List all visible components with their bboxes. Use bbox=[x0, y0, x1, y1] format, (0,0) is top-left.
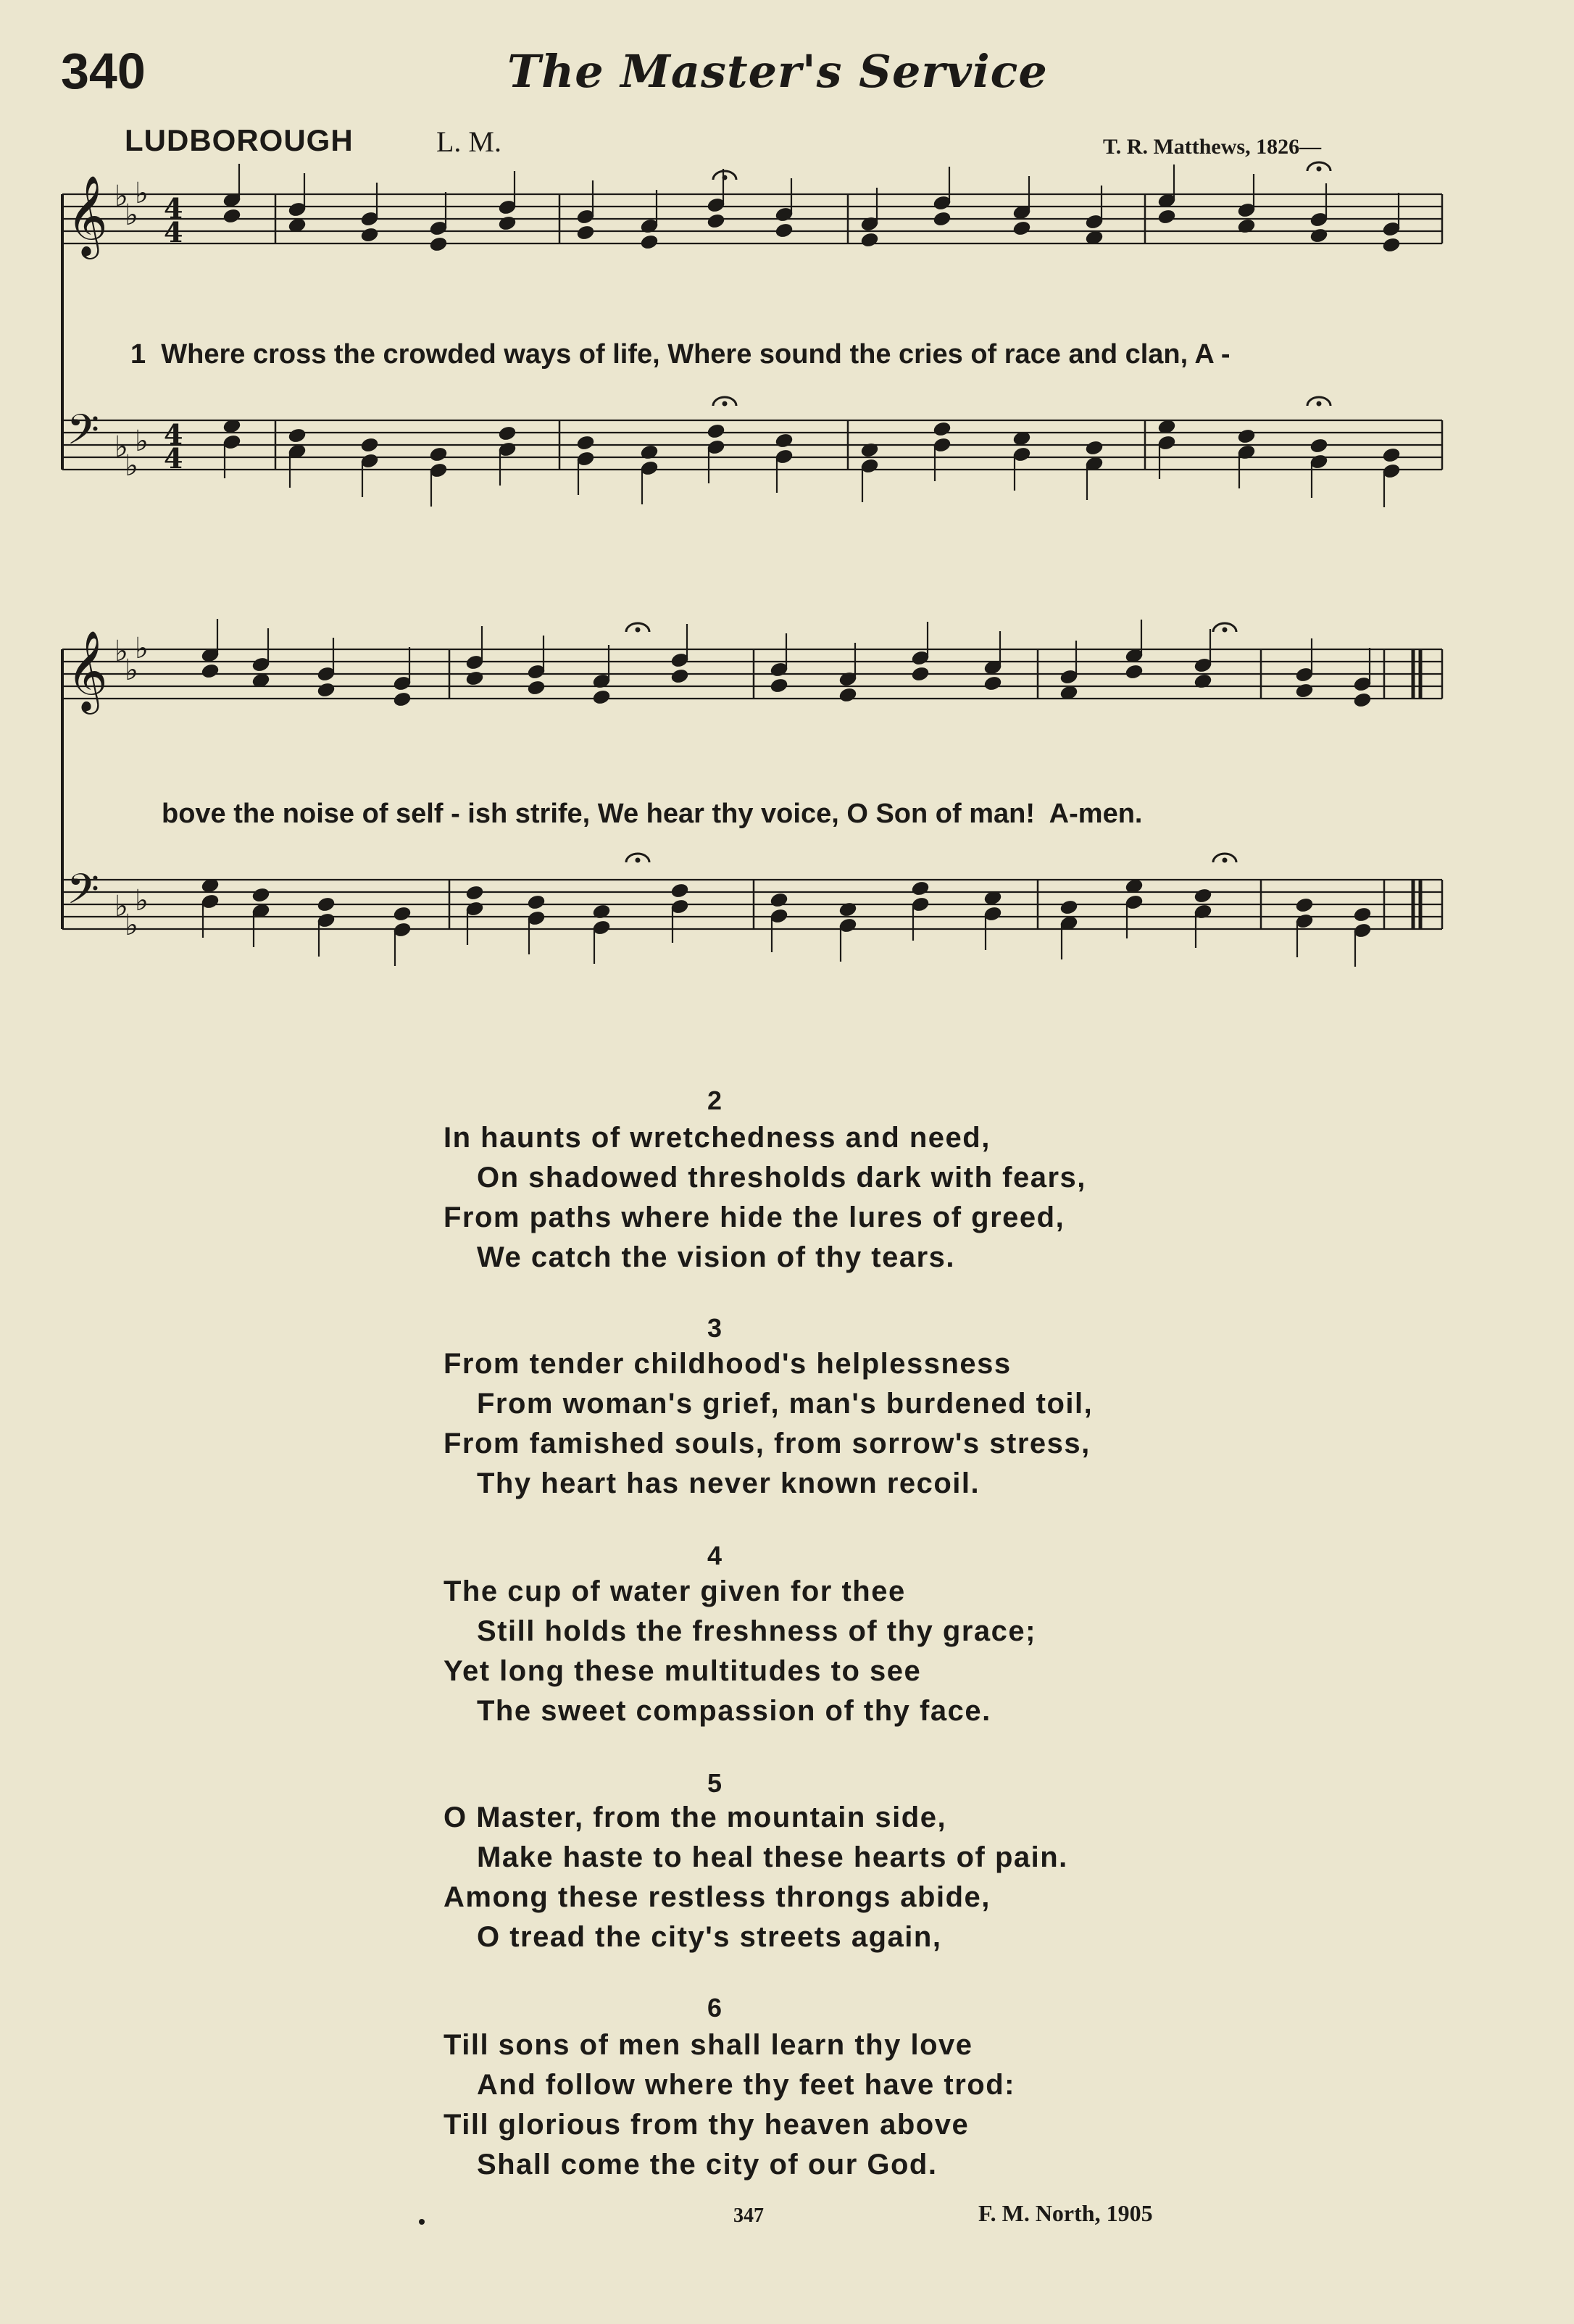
print-speck bbox=[419, 2219, 425, 2225]
fermata-dot bbox=[1317, 401, 1321, 406]
stanza-line: Thy heart has never known recoil. bbox=[477, 1467, 980, 1499]
stanza-line: On shadowed thresholds dark with fears, bbox=[477, 1162, 1086, 1194]
note-head bbox=[429, 446, 448, 463]
stanza-number: 5 bbox=[707, 1768, 723, 1798]
note-head bbox=[393, 691, 412, 708]
tune-name: LUDBOROUGH bbox=[125, 123, 354, 157]
note-head bbox=[838, 687, 857, 704]
note-head bbox=[251, 887, 270, 904]
bass-clef-icon: 𝄢 bbox=[67, 865, 100, 924]
note-head bbox=[707, 213, 725, 230]
note-head bbox=[640, 234, 659, 251]
note-head bbox=[933, 211, 952, 228]
note-head bbox=[911, 880, 930, 897]
lyric-line-2: bove the noise of self - ish strife, We hear thy voice, O Son of man! A-men. bbox=[162, 799, 1143, 829]
fermata-dot bbox=[723, 175, 727, 180]
treble-clef-icon: 𝄞 bbox=[67, 630, 108, 711]
note-head bbox=[576, 225, 595, 241]
staff-systems bbox=[62, 162, 1442, 967]
flat-icon: ♭ bbox=[125, 449, 138, 483]
flat-icon: ♭ bbox=[125, 909, 138, 942]
flat-icon: ♭ bbox=[114, 430, 128, 464]
stanza-line: From paths where hide the lures of greed, bbox=[444, 1201, 1065, 1233]
time-signature-top: 4 bbox=[164, 192, 183, 225]
note-head bbox=[707, 423, 725, 440]
note-head bbox=[670, 668, 689, 685]
stanza-number: 6 bbox=[707, 1993, 723, 2023]
bass-clef-icon: 𝄢 bbox=[67, 405, 100, 465]
note-head bbox=[498, 215, 517, 232]
note-head bbox=[201, 663, 220, 680]
stanza-line: In haunts of wretchedness and need, bbox=[444, 1122, 991, 1154]
music-score bbox=[0, 0, 1574, 1051]
flat-icon: ♭ bbox=[114, 180, 128, 213]
note-head bbox=[775, 433, 794, 449]
flat-icon: ♭ bbox=[125, 654, 138, 687]
note-head bbox=[222, 208, 241, 225]
stanza-line: Among these restless throngs abide, bbox=[444, 1881, 991, 1913]
note-head bbox=[770, 678, 788, 694]
stanza-line: Till sons of men shall learn thy love bbox=[444, 2029, 973, 2061]
note-head bbox=[670, 883, 689, 899]
note-head bbox=[933, 421, 952, 438]
stanza-line: And follow where thy feet have trod: bbox=[477, 2069, 1015, 2101]
stanza-line: From tender childhood's helplessness bbox=[444, 1348, 1012, 1380]
note-head bbox=[770, 892, 788, 909]
note-head bbox=[1382, 237, 1401, 254]
flat-icon: ♭ bbox=[135, 884, 149, 917]
note-head bbox=[465, 885, 484, 901]
time-signature-bottom: 4 bbox=[164, 442, 183, 475]
note-head bbox=[288, 428, 307, 444]
note-head bbox=[1353, 692, 1372, 709]
note-head bbox=[317, 896, 336, 913]
note-head bbox=[317, 682, 336, 699]
note-head bbox=[360, 437, 379, 454]
note-head bbox=[592, 689, 611, 706]
note-head bbox=[1085, 440, 1104, 457]
stanza-number: 2 bbox=[707, 1086, 723, 1115]
note-head bbox=[498, 425, 517, 442]
composer-credit: T. R. Matthews, 1826— bbox=[1103, 135, 1322, 159]
note-head bbox=[1309, 438, 1328, 454]
note-head bbox=[1012, 220, 1031, 237]
stanza-line: Shall come the city of our God. bbox=[477, 2149, 938, 2181]
note-head bbox=[911, 666, 930, 683]
fermata-dot bbox=[636, 858, 640, 862]
fermata-dot bbox=[1317, 167, 1321, 171]
running-head: The Master's Service bbox=[507, 45, 1048, 98]
note-head bbox=[1309, 228, 1328, 244]
note-head bbox=[429, 236, 448, 253]
note-head bbox=[1157, 209, 1176, 225]
note-head bbox=[1382, 447, 1401, 464]
note-head bbox=[1059, 899, 1078, 916]
stanza-number: 4 bbox=[707, 1541, 723, 1570]
note-head bbox=[1353, 907, 1372, 923]
stanza-number: 3 bbox=[707, 1313, 723, 1343]
stanza-line: Make haste to heal these hearts of pain. bbox=[477, 1841, 1068, 1873]
author-credit: F. M. North, 1905 bbox=[978, 2200, 1153, 2226]
flat-icon: ♭ bbox=[114, 890, 128, 923]
note-head bbox=[527, 680, 546, 696]
flat-icon: ♭ bbox=[125, 199, 138, 232]
note-head bbox=[1295, 897, 1314, 914]
stanza-line: Still holds the freshness of thy grace; bbox=[477, 1615, 1036, 1647]
fermata-dot bbox=[1223, 628, 1227, 632]
treble-clef-icon: 𝄞 bbox=[67, 175, 108, 256]
note-head bbox=[775, 222, 794, 239]
note-head bbox=[1237, 428, 1256, 445]
note-head bbox=[360, 227, 379, 243]
flat-icon: ♭ bbox=[114, 635, 128, 668]
note-head bbox=[465, 670, 484, 687]
flat-icon: ♭ bbox=[135, 632, 149, 665]
note-head bbox=[1194, 888, 1212, 904]
time-signature-top: 4 bbox=[164, 418, 183, 451]
stanza-line: From woman's grief, man's burdened toil, bbox=[477, 1388, 1094, 1420]
fermata-dot bbox=[723, 401, 727, 406]
flat-icon: ♭ bbox=[135, 425, 149, 458]
flat-icon: ♭ bbox=[135, 177, 149, 210]
lyric-line-1: 1 Where cross the crowded ways of life, Where sound the cries of race and clan, A - bbox=[130, 339, 1231, 370]
time-signature-bottom: 4 bbox=[164, 216, 183, 249]
stanza-line: The cup of water given for thee bbox=[444, 1575, 906, 1607]
stanza-line: O tread the city's streets again, bbox=[477, 1921, 942, 1953]
stanza-line: From famished souls, from sorrow's stress, bbox=[444, 1428, 1091, 1459]
note-head bbox=[1295, 683, 1314, 699]
meter: L. M. bbox=[436, 125, 501, 158]
hymn-number: 340 bbox=[61, 43, 146, 99]
stanza-line: Yet long these multitudes to see bbox=[444, 1655, 922, 1687]
stanza-line: Till glorious from thy heaven above bbox=[444, 2109, 970, 2141]
page-number: 347 bbox=[733, 2204, 764, 2227]
stanza-line: O Master, from the mountain side, bbox=[444, 1802, 947, 1833]
note-head bbox=[393, 906, 412, 922]
stanza-line: We catch the vision of thy tears. bbox=[477, 1241, 956, 1273]
note-head bbox=[1125, 664, 1144, 680]
fermata-dot bbox=[636, 628, 640, 632]
note-head bbox=[860, 232, 879, 249]
note-head bbox=[983, 675, 1002, 692]
note-head bbox=[576, 435, 595, 451]
fermata-dot bbox=[1223, 858, 1227, 862]
note-head bbox=[527, 894, 546, 911]
stanza-line: The sweet compassion of thy face. bbox=[477, 1695, 991, 1727]
